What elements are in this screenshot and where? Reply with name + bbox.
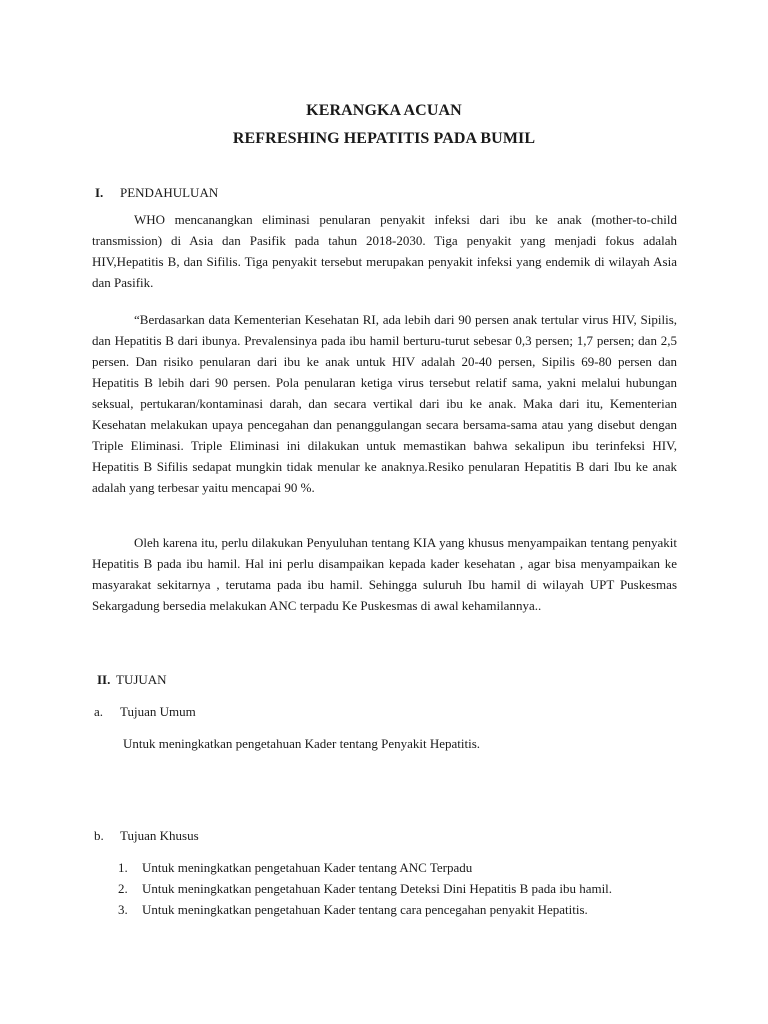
section-1-number: I. bbox=[95, 185, 104, 200]
sub-a-heading: Tujuan Umum bbox=[120, 704, 196, 719]
paragraph-3: Oleh karena itu, perlu dilakukan Penyuluhan tentang KIA yang khusus menyampaikan tentang penyakit Hepatitis B pada ibu hamil. Hal ini perlu disampaikan kepada kader kesehatan , agar bisa menyampaikan ke masyarakat sekitarnya , terutama pada ibu hamil. Sehingga suluruh Ibu hamil di wilayah UPT Puskesmas Sekargadung bersedia melakukan ANC terpadu Ke Puskesmas di awal kehamilannya.. bbox=[92, 535, 677, 613]
list-item-text: Untuk meningkatkan pengetahuan Kader tentang Deteksi Dini Hepatitis B pada ibu hamil. bbox=[142, 881, 613, 896]
tujuan-khusus-list bbox=[118, 857, 678, 920]
paragraph-1: WHO mencanangkan eliminasi penularan penyakit infeksi dari ibu ke anak (mother-to-child transmission) di Asia dan Pasifik pada tahun 2018-2030. Tiga penyakit yang menjadi fokus adalah HIV,Hepatitis B, dan Sifilis. Tiga penyakit tersebut merupakan penyakit infeksi yang endemik di wilayah Asia dan Pasifik. bbox=[92, 212, 677, 290]
list-item-number: 3. bbox=[118, 902, 128, 917]
section-2-heading: TUJUAN bbox=[116, 672, 167, 687]
document-title: KERANGKA ACUAN bbox=[306, 102, 462, 119]
section-1-heading: PENDAHULUAN bbox=[120, 185, 219, 200]
list-item-number: 2. bbox=[118, 881, 128, 896]
list-item-text: Untuk meningkatkan pengetahuan Kader tentang cara pencegahan penyakit Hepatitis. bbox=[142, 902, 588, 917]
sub-b-heading: Tujuan Khusus bbox=[120, 828, 199, 843]
list-item bbox=[118, 878, 678, 899]
paragraph-2: “Berdasarkan data Kementerian Kesehatan RI, ada lebih dari 90 persen anak tertular virus HIV, Sipilis, dan Hepatitis B dari ibunya. Prevalensinya pada ibu hamil berturu-turut sebesar 0,3 persen; 1,7 persen; dan 2,5 persen. Dan risiko penularan dari ibu ke anak untuk HIV adalah 20-40 persen, Sipilis 69-80 persen dan Hepatitis B lebih dari 90 persen. Pola penularan ketiga virus tersebut relatif sama, yakni melalui hubungan seksual, pertukaran/kontaminasi darah, dan secara vertikal dari ibu ke anak. Maka dari itu, Kementerian Kesehatan melakukan upaya pencegahan dan penanggulangan secara bersama-sama atau yang disebut dengan Triple Eliminasi. Triple Eliminasi ini dilakukan untuk memastikan bahwa sekalipun ibu terinfeksi HIV, Hepatitis B Sifilis sedapat mungkin tidak menular ke anaknya.Resiko penularan Hepatitis B dari Ibu ke anak adalah yang terbesar yaitu mencapai 90 %. bbox=[92, 312, 677, 495]
list-item bbox=[118, 857, 678, 878]
sub-b-label: b. bbox=[94, 828, 104, 843]
document-subtitle: REFRESHING HEPATITIS PADA BUMIL bbox=[232, 130, 536, 147]
sub-a-text: Untuk meningkatkan pengetahuan Kader tentang Penyakit Hepatitis. bbox=[123, 736, 481, 751]
section-2-number: II. bbox=[97, 672, 111, 687]
list-item-number: 1. bbox=[118, 860, 128, 875]
list-item bbox=[118, 899, 678, 920]
sub-a-label: a. bbox=[94, 704, 104, 719]
list-item-text: Untuk meningkatkan pengetahuan Kader tentang ANC Terpadu bbox=[142, 860, 473, 875]
